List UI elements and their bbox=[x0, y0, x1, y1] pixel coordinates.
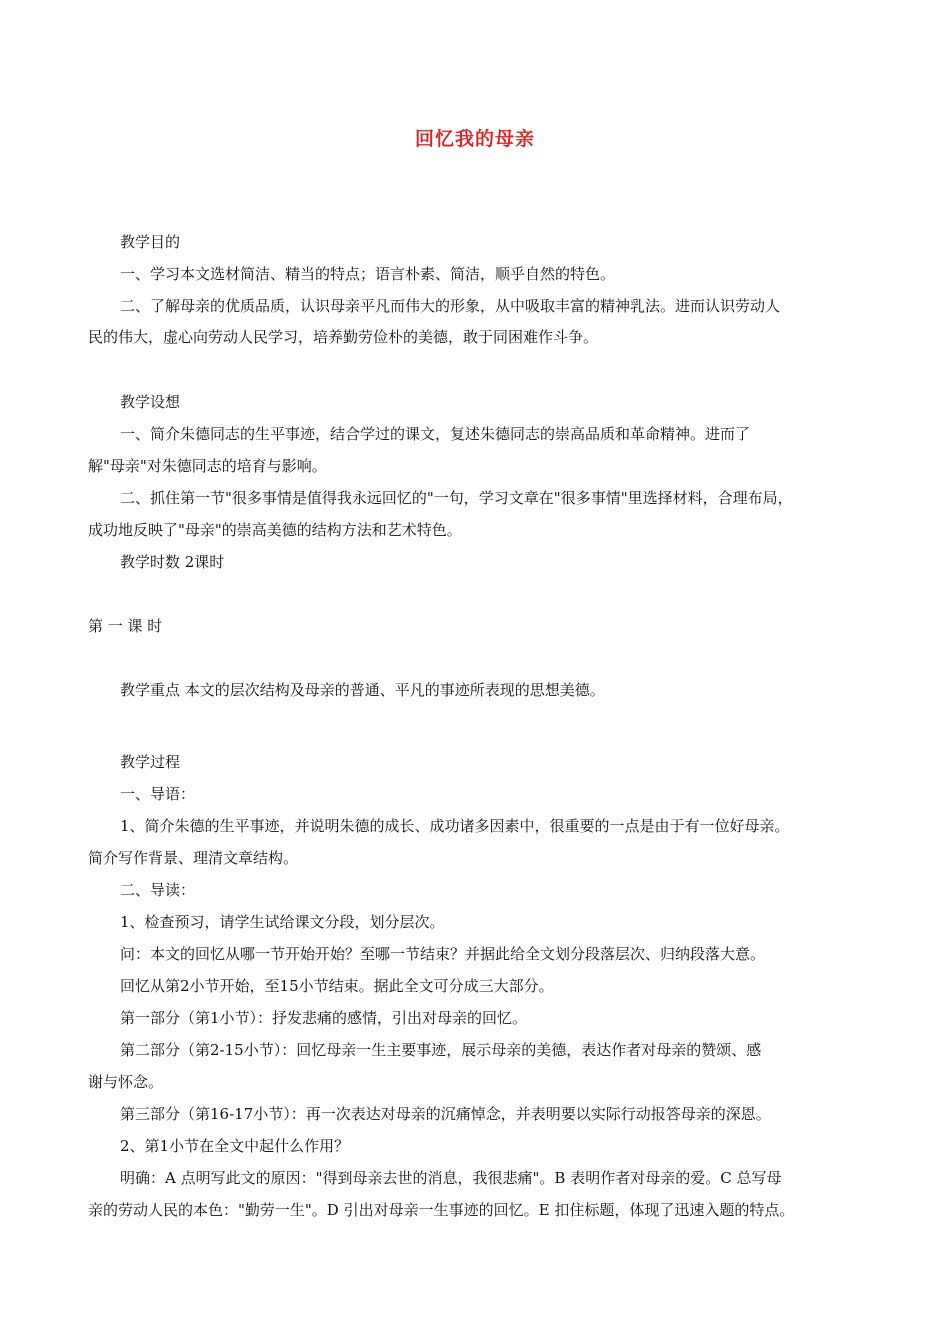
teaching-focus: 教学重点 本文的层次结构及母亲的普通、平凡的事迹所表现的思想美德。 bbox=[120, 681, 605, 699]
design-item-1-line-2: 解"母亲"对朱德同志的培育与影响。 bbox=[88, 457, 327, 475]
intro-item-1-line-2: 简介写作背景、理清文章结构。 bbox=[88, 849, 299, 867]
design-item-2-line-1: 二、抓住第一节"很多事情是值得我永远回忆的"一句，学习文章在"很多事情"里选择材料，合理布局， bbox=[120, 489, 793, 507]
reading-item-2: 2、第1小节在全文中起什么作用？ bbox=[120, 1137, 350, 1155]
reading-question: 问：本文的回忆从哪一节开始开始？至哪一节结束？并据此给全文划分段落层次、归纳段落大意。 bbox=[120, 945, 766, 963]
lesson-1-heading: 第 一 课 时 bbox=[88, 617, 163, 635]
design-heading: 教学设想 bbox=[120, 393, 181, 411]
part-1: 第一部分（第1小节）：抒发悲痛的感情，引出对母亲的回忆。 bbox=[120, 1009, 528, 1027]
reading-item-1: 1、检查预习，请学生试给课文分段，划分层次。 bbox=[120, 913, 445, 931]
goals-item-2-line-2: 民的伟大，虚心向劳动人民学习，培养勤劳俭朴的美德，敢于同困难作斗争。 bbox=[88, 328, 599, 346]
reading-heading: 二、导读： bbox=[120, 881, 196, 899]
part-3: 第三部分（第16-17小节）：再一次表达对母亲的沉痛悼念，并表明要以实际行动报答母亲的深恩。 bbox=[120, 1105, 771, 1123]
design-item-2-line-2: 成功地反映了"母亲"的崇高美德的结构方法和艺术特色。 bbox=[88, 521, 462, 539]
design-item-1-line-1: 一、简介朱德同志的生平事迹，结合学过的课文，复述朱德同志的崇高品质和革命精神。进而了 bbox=[120, 425, 751, 443]
process-heading: 教学过程 bbox=[120, 753, 181, 771]
reading-answer: 回忆从第2小节开始，至15小节结束。据此全文可分成三大部分。 bbox=[120, 977, 554, 995]
part-2-line-1: 第二部分（第2-15小节）：回忆母亲一生主要事迹，展示母亲的美德，表达作者对母亲的赞颂、感 bbox=[120, 1041, 762, 1059]
goals-item-1: 一、学习本文选材简洁、精当的特点；语言朴素、简洁，顺乎自然的特色。 bbox=[120, 265, 616, 283]
goals-item-2-line-1: 二、了解母亲的优质品质，认识母亲平凡而伟大的形象，从中吸取丰富的精神乳法。进而认识劳动人 bbox=[120, 297, 781, 315]
part-2-line-2: 谢与怀念。 bbox=[88, 1073, 164, 1091]
document-title: 回忆我的母亲 bbox=[414, 128, 535, 150]
teaching-hours: 教学时数 2课时 bbox=[120, 553, 225, 571]
goals-heading: 教学目的 bbox=[120, 233, 181, 251]
intro-heading: 一、导语： bbox=[120, 785, 196, 803]
clarify-line-1: 明确：A 点明写此文的原因："得到母亲去世的消息，我很悲痛"。B 表明作者对母亲的爱。C 总写母 bbox=[120, 1169, 782, 1187]
clarify-line-2: 亲的劳动人民的本色："勤劳一生"。D 引出对母亲一生事迹的回忆。E 扣住标题，体现了迅速入题的特点。 bbox=[88, 1201, 795, 1219]
intro-item-1-line-1: 1、简介朱德的生平事迹，并说明朱德的成长、成功诸多因素中，很重要的一点是由于有一位好母亲。 bbox=[120, 817, 790, 835]
